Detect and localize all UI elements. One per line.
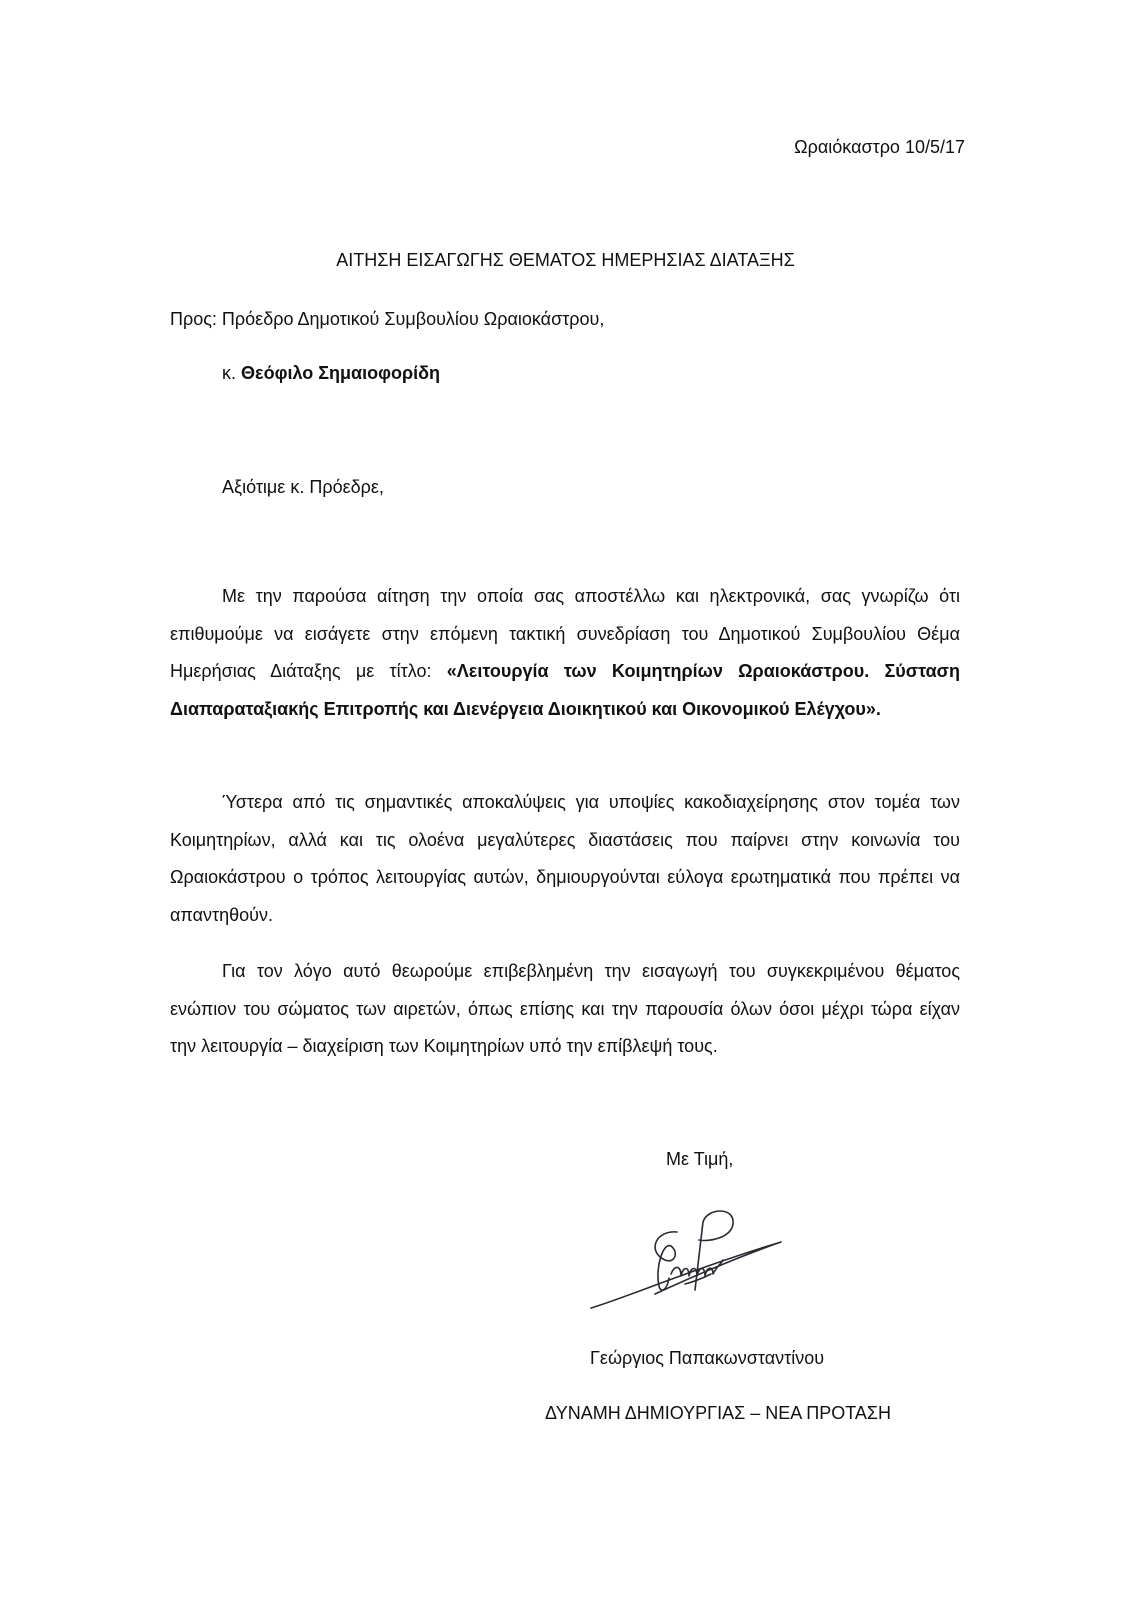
paragraph-conclusion-text: Για τον λόγο αυτό θεωρούμε επιβεβλημένη την εισαγωγή του συγκεκριμένου θέματος ενώπιον του σώματος των αιρετών, όπως επίσης και την παρουσία όλων όσοι μέχρι τώρα είχαν την λειτουργία – διαχείριση των Κοιμητηρίων υπό την επίβλεψή τους.: [170, 961, 960, 1056]
paragraph-reason-text: Ύστερα από τις σημαντικές αποκαλύψεις για υποψίες κακοδιαχείρησης στον τομέα των Κοιμητηρίων, αλλά και τις ολοένα μεγαλύτερες διαστάσεις που παίρνει στην κοινωνία του Ωραιοκάστρου ο τρόπος λειτουργίας αυτών, δημιουργούνται εύλογα ερωτηματικά που πρέπει να απαντηθούν.: [170, 792, 960, 925]
party-name: ΔΥΝΑΜΗ ΔΗΜΙΟΥΡΓΙΑΣ – ΝΕΑ ΠΡΟΤΑΣΗ: [545, 1403, 892, 1423]
paragraph-request: [170, 578, 960, 728]
recipient-name: Θεόφιλο Σημαιοφορίδη: [241, 363, 441, 383]
letter-title: ΑΙΤΗΣΗ ΕΙΣΑΓΩΓΗΣ ΘΕΜΑΤΟΣ ΗΜΕΡΗΣΙΑΣ ΔΙΑΤΑΞΗΣ: [336, 250, 795, 270]
salutation: Αξιότιμε κ. Πρόεδρε,: [222, 477, 384, 497]
recipient-name-line: [222, 363, 440, 384]
signer-name: Γεώργιος Παπακωνσταντίνου: [590, 1348, 825, 1368]
paragraph-conclusion: [170, 953, 960, 1066]
recipient-line: Προς: Πρόεδρο Δημοτικού Συμβουλίου Ωραιοκάστρου,: [170, 309, 605, 329]
paragraph-request-text: Με την παρούσα αίτηση την οποία σας αποστέλλω και ηλεκτρονικά, σας γνωρίζω ότι επιθυμούμε να εισάγετε στην επόμενη τακτική συνεδρίαση του Δημοτικού Συμβουλίου Θέμα Ημερήσιας Διάταξης με τίτλο:: [170, 586, 960, 681]
paragraph-reason: [170, 784, 960, 934]
handwritten-signature: [585, 1202, 805, 1337]
honorific-prefix: κ.: [222, 363, 237, 383]
agenda-item-title: «Λειτουργία των Κοιμητηρίων Ωραιοκάστρου. Σύσταση Διαπαραταξιακής Επιτροπής και Διενέργεια Διοικητικού και Οικονομικού Ελέγχου».: [170, 661, 960, 719]
closing: Με Τιμή,: [666, 1149, 734, 1169]
letter-date: Ωραιόκαστρο 10/5/17: [794, 137, 965, 157]
